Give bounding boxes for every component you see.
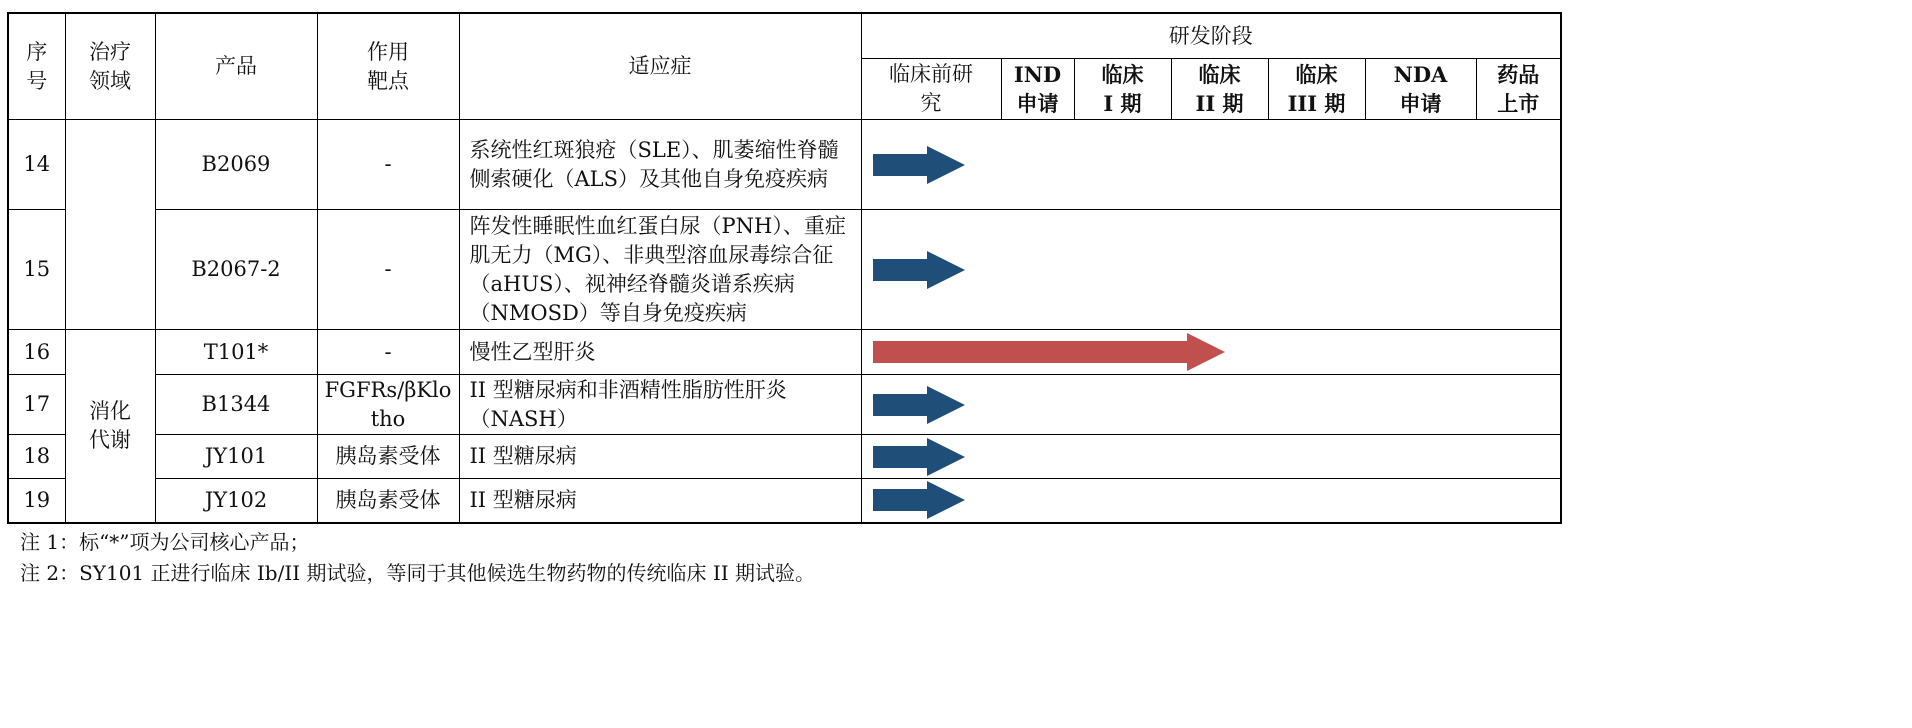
table-row [8,330,1561,375]
footnote-1: 注 1：标“*”项为公司核心产品； [20,530,310,554]
pipeline-table [7,12,1562,524]
progress-arrow [873,333,1225,371]
target-cell: FGFRs/βKlotho [317,375,459,435]
table-row [8,210,1561,330]
target-cell: - [317,210,459,330]
table-row [8,479,1561,523]
progress-arrow [873,386,965,424]
product-cell: B2069 [155,120,317,210]
row-number: 16 [8,330,65,375]
progress-arrow [873,438,965,476]
area-cell-empty [65,120,155,330]
footnote-2: 注 2：SY101 正进行临床 Ib/II 期试验，等同于其他候选生物药物的传统临床 II 期试验。 [20,561,815,585]
header-row-1 [8,13,1561,59]
header-stage-phase2: 临床 II 期 [1171,59,1268,120]
indication-cell: 系统性红斑狼疮（SLE）、肌萎缩性脊髓侧索硬化（ALS）及其他自身免疫疾病 [459,120,861,210]
product-cell: B2067-2 [155,210,317,330]
header-product: 产品 [155,13,317,120]
progress-arrow [873,481,965,519]
row-number: 14 [8,120,65,210]
row-number: 18 [8,435,65,479]
header-stage-phase1: 临床 I 期 [1074,59,1171,120]
indication-cell: 阵发性睡眠性血红蛋白尿（PNH）、重症肌无力（MG）、非典型溶血尿毒综合征（aHUS）、视神经脊髓炎谱系疾病（NMOSD）等自身免疫疾病 [459,210,861,330]
table-row [8,435,1561,479]
header-stage-preclinical: 临床前研 究 [861,59,1001,120]
header-stage-nda: NDA 申请 [1365,59,1476,120]
table-row [8,120,1561,210]
row-number: 15 [8,210,65,330]
header-stage-marketed: 药品 上市 [1476,59,1561,120]
target-cell: - [317,120,459,210]
product-cell: B1344 [155,375,317,435]
stage-progress [861,479,1561,523]
product-cell: JY102 [155,479,317,523]
area-cell: 消化代谢 [65,330,155,523]
footnotes [20,527,815,589]
header-stage-ind: IND 申请 [1001,59,1074,120]
table-row [8,375,1561,435]
header-stage-phase3: 临床 III 期 [1268,59,1365,120]
target-cell: 胰岛素受体 [317,435,459,479]
product-cell: JY101 [155,435,317,479]
target-cell: 胰岛素受体 [317,479,459,523]
product-cell: T101* [155,330,317,375]
stage-progress [861,435,1561,479]
stage-progress [861,210,1561,330]
indication-cell: II 型糖尿病 [459,479,861,523]
row-number: 17 [8,375,65,435]
progress-arrow [873,146,965,184]
stage-progress [861,375,1561,435]
header-stage-group: 研发阶段 [861,13,1561,59]
header-area: 治疗领域 [65,13,155,120]
target-cell: - [317,330,459,375]
header-indication: 适应症 [459,13,861,120]
indication-cell: II 型糖尿病 [459,435,861,479]
stage-progress [861,330,1561,375]
row-number: 19 [8,479,65,523]
progress-arrow [873,251,965,289]
indication-cell: II 型糖尿病和非酒精性脂肪性肝炎（NASH） [459,375,861,435]
header-seq: 序号 [8,13,65,120]
indication-cell: 慢性乙型肝炎 [459,330,861,375]
header-target: 作用靶点 [317,13,459,120]
stage-progress [861,120,1561,210]
